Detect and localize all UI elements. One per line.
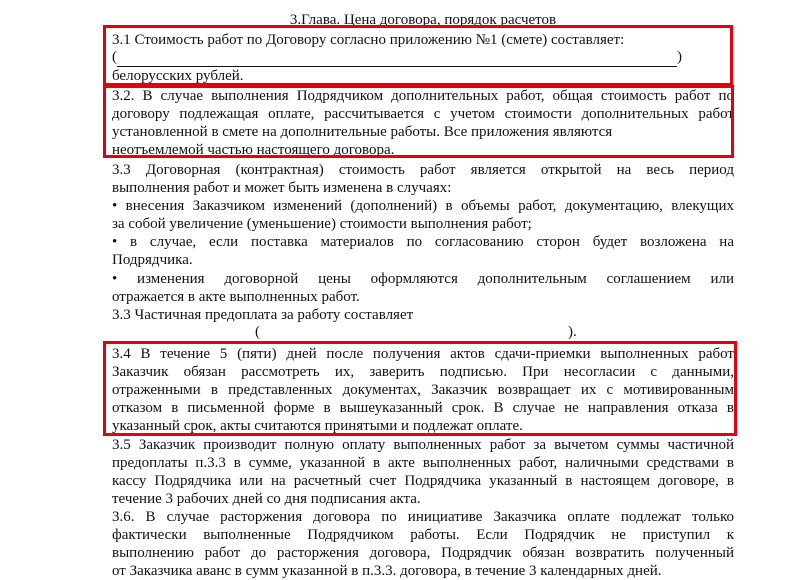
prepayment-blank bbox=[255, 323, 595, 341]
chapter-title: 3.Глава. Цена договора, порядок расчетов bbox=[289, 12, 557, 28]
clause-3-2-line: 3.2. В случае выполнения Подрядчиком дополнительных работ, общая стоимость работ по bbox=[112, 88, 734, 104]
paren-open: ( bbox=[255, 324, 260, 340]
highlight-box-clause-3-4 bbox=[103, 341, 737, 436]
clause-3-3-line: отражается в акте выполненных работ. bbox=[112, 289, 360, 305]
paren-close: ) bbox=[677, 49, 682, 65]
clause-3-2-line: договору подлежащая оплате, рассчитывается с учетом стоимости дополнительных работ bbox=[112, 106, 734, 122]
clause-3-1-line-3: белорусских рублей. bbox=[112, 68, 244, 84]
clause-3-5-line: кассу Подрядчика или на расчетный счет Подрядчика указанный в настоящем договоре, в bbox=[112, 473, 734, 489]
clause-3-3-bullet: • изменения договорной цены оформляются дополнительным соглашением или bbox=[112, 271, 734, 287]
paren-close: ). bbox=[568, 324, 577, 340]
paren-open: ( bbox=[112, 49, 117, 65]
clause-3-6-line: выполнению работ до расторжения договора, Подрядчик обязан возвратить полученный bbox=[112, 545, 734, 561]
clause-3-5-line: 3.5 Заказчик производит полную оплату выполненных работ за вычетом суммы частичной bbox=[112, 437, 734, 453]
clause-3-4-line: Заказчик обязан рассмотреть их, заверить подписью. При несогласии с данными, bbox=[112, 364, 734, 380]
clause-3-1-line-1: 3.1 Стоимость работ по Договору согласно приложению №1 (смете) составляет: bbox=[112, 32, 625, 48]
clause-3-6-line: фактически выполненные Подрядчиком работы. Если Подрядчик не приступил к bbox=[112, 527, 734, 543]
clause-3-3-bullet: • в случае, если поставка материалов по согласованию сторон будет возложена на bbox=[112, 234, 734, 250]
clause-3-3-line: 3.3 Договорная (контрактная) стоимость работ является открытой на весь период bbox=[112, 162, 734, 178]
clause-3-4-line: отказом в письменной форме в вышеуказанный срок. В случае не направления отказа в bbox=[112, 400, 734, 416]
clause-3-5-line: предоплаты п.3.3 в сумме, указанной в акте выполненных работ, наличными средствами в bbox=[112, 455, 734, 471]
clause-3-6-line: от Заказчика аванс в сумм указанной в п.3.3. договора, в течение 3 календарных дней. bbox=[112, 563, 662, 579]
clause-3-3-line: Подрядчика. bbox=[112, 252, 193, 268]
clause-3-3-line: выполнения работ и может быть изменена в случаях: bbox=[112, 180, 452, 196]
clause-3-4-line: указанный срок, акты считаются принятыми и подлежат оплате. bbox=[112, 418, 523, 434]
clause-3-2-line: установленной в смете на дополнительные работы. Все приложения являются bbox=[112, 124, 613, 140]
highlight-box-clause-3-2 bbox=[103, 85, 734, 158]
clause-3-5-line: течение 3 рабочих дней со дня подписания акта. bbox=[112, 491, 421, 507]
clause-3-3-bullet: • внесения Заказчиком изменений (дополнений) в объемы работ, документацию, влекущих bbox=[112, 198, 734, 214]
clause-3-3-prepayment: 3.3 Частичная предоплата за работу составляет bbox=[112, 307, 414, 323]
clause-3-4-line: 3.4 В течение 5 (пяти) дней после получения актов сдачи-приемки выполненных работ bbox=[112, 346, 734, 362]
clause-3-2-line: неотъемлемой частью настоящего договора. bbox=[112, 142, 395, 158]
clause-3-6-line: 3.6. В случае расторжения договора по инициативе Заказчика оплате подлежат только bbox=[112, 509, 734, 525]
clause-3-4-line: отраженными в представленных документах, Заказчик возвращает их с мотивированным bbox=[112, 382, 734, 398]
clause-3-3-line: за собой увеличение (уменьшение) стоимости выполнения работ; bbox=[112, 216, 532, 232]
prepayment-space bbox=[260, 323, 568, 341]
highlight-box-clause-3-1 bbox=[103, 25, 733, 86]
